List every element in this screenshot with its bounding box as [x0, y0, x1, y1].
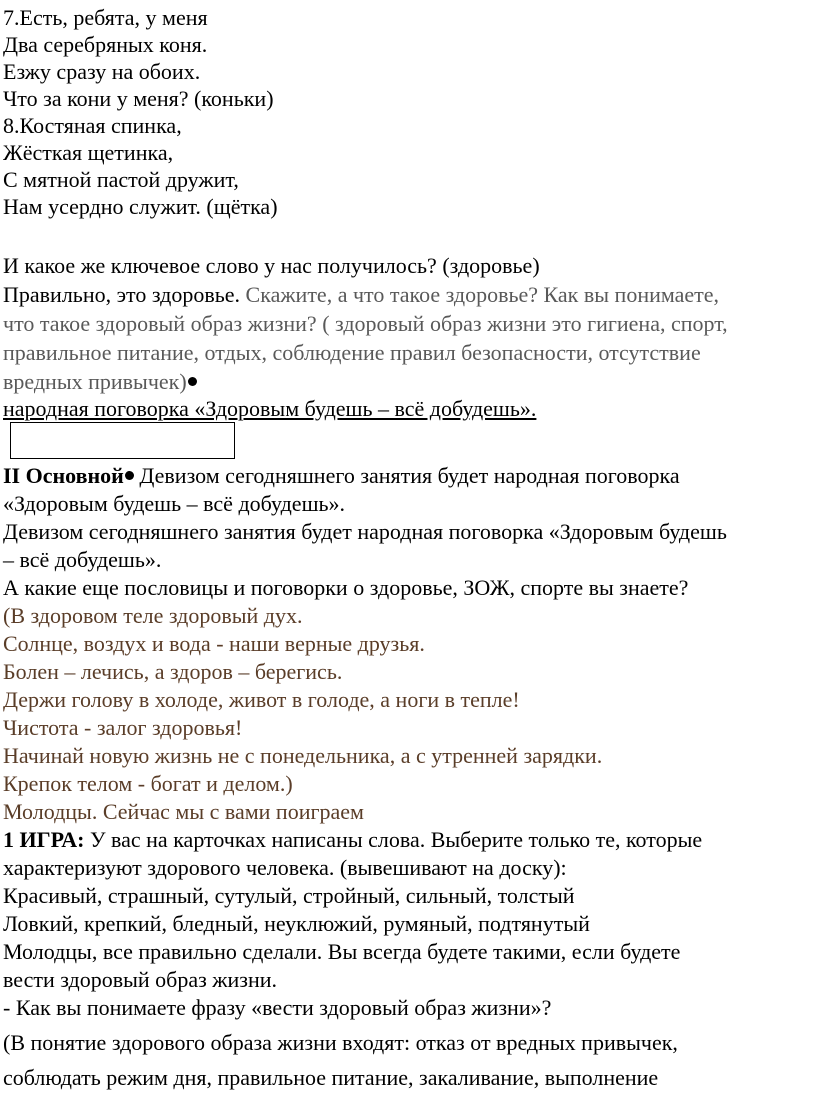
keyword-question: И какое же ключевое слово у нас получилось? (здоровье): [3, 253, 540, 278]
praise-line: Молодцы. Сейчас мы с вами поиграем: [3, 799, 364, 824]
riddle-7-line-1: 7.Есть, ребята, у меня: [3, 5, 208, 30]
game-answer-line-2: соблюдать режим дня, правильное питание, закаливание, выполнение: [3, 1065, 659, 1090]
proverb-item: Чистота - залог здоровья!: [3, 715, 243, 740]
bullet-dot-icon: [125, 471, 134, 480]
game-line-2: характеризуют здорового человека. (вывешивают на доску):: [3, 855, 567, 880]
game-label: 1 ИГРА:: [3, 827, 85, 852]
game-answer-line-1: (В понятие здорового образа жизни входят: отказ от вредных привычек,: [3, 1030, 678, 1055]
health-definition-line-2: что такое здоровый образ жизни? ( здоровый образ жизни это гигиена, спорт,: [3, 311, 728, 336]
proverbs-question: А какие еще пословицы и поговорки о здоровье, ЗОЖ, спорте вы знаете?: [3, 575, 689, 600]
section-heading: II Основной: [3, 463, 124, 488]
riddle-8-line-2: Жёсткая щетинка,: [3, 140, 174, 165]
main-section-line-3: Девизом сегодняшнего занятия будет народная поговорка «Здоровым будешь: [3, 519, 727, 544]
riddle-8-line-1: 8.Костяная спинка,: [3, 113, 182, 138]
health-definition-line-4: [3, 368, 197, 395]
health-definition-line-3: правильное питание, отдых, соблюдение правил безопасности, отсутствие: [3, 340, 701, 365]
riddle-7-line-3: Езжу сразу на обоих.: [3, 59, 201, 84]
words-line-1: Красивый, страшный, сутулый, стройный, сильный, толстый: [3, 883, 575, 908]
health-definition-line-4-text: вредных привычек): [3, 369, 187, 394]
health-definition-line-1: [3, 281, 719, 308]
main-section-line-1: [3, 462, 680, 489]
riddle-7-line-4: Что за кони у меня? (коньки): [3, 86, 274, 111]
proverb-item: Держи голову в холоде, живот в голоде, а ноги в тепле!: [3, 687, 520, 712]
proverb-item: Начинай новую жизнь не с понедельника, а с утренней зарядки.: [3, 743, 603, 768]
motto-text-1a: Девизом сегодняшнего занятия будет народная поговорка: [133, 463, 680, 488]
riddle-7-line-2: Два серебряных коня.: [3, 32, 208, 57]
main-section-line-4: – всё добудешь».: [3, 547, 162, 572]
proverb-item: Солнце, воздух и вода - наши верные друзья.: [3, 631, 425, 656]
game-praise-line-1: Молодцы, все правильно сделали. Вы всегда будете такими, если будете: [3, 939, 681, 964]
riddle-8-line-3: С мятной пастой дружит,: [3, 167, 239, 192]
proverb-item: (В здоровом теле здоровый дух.: [3, 603, 303, 628]
words-line-2: Ловкий, крепкий, бледный, неуклюжий, румяный, подтянутый: [3, 911, 590, 936]
answer-gray-text: Скажите, а что такое здоровье? Как вы понимаете,: [240, 282, 720, 307]
riddle-8-line-4: Нам усердно служит. (щётка): [3, 194, 278, 219]
proverb-item: Крепок телом - богат и делом.): [3, 771, 293, 796]
motto-proverb: народная поговорка «Здоровым будешь – всё добудешь».: [3, 396, 537, 421]
answer-black-text: Правильно, это здоровье.: [3, 282, 241, 307]
game-line-1: [3, 826, 702, 853]
game-text-1: У вас на карточках написаны слова. Выберите только те, которые: [84, 827, 703, 852]
proverb-item: Болен – лечись, а здоров – берегись.: [3, 659, 343, 684]
empty-text-box: [10, 422, 235, 459]
game-question: - Как вы понимаете фразу «вести здоровый образ жизни»?: [3, 995, 552, 1020]
game-praise-line-2: вести здоровый образ жизни.: [3, 967, 278, 992]
bullet-dot-icon: [188, 377, 197, 386]
main-section-line-2: «Здоровым будешь – всё добудешь».: [3, 491, 346, 516]
